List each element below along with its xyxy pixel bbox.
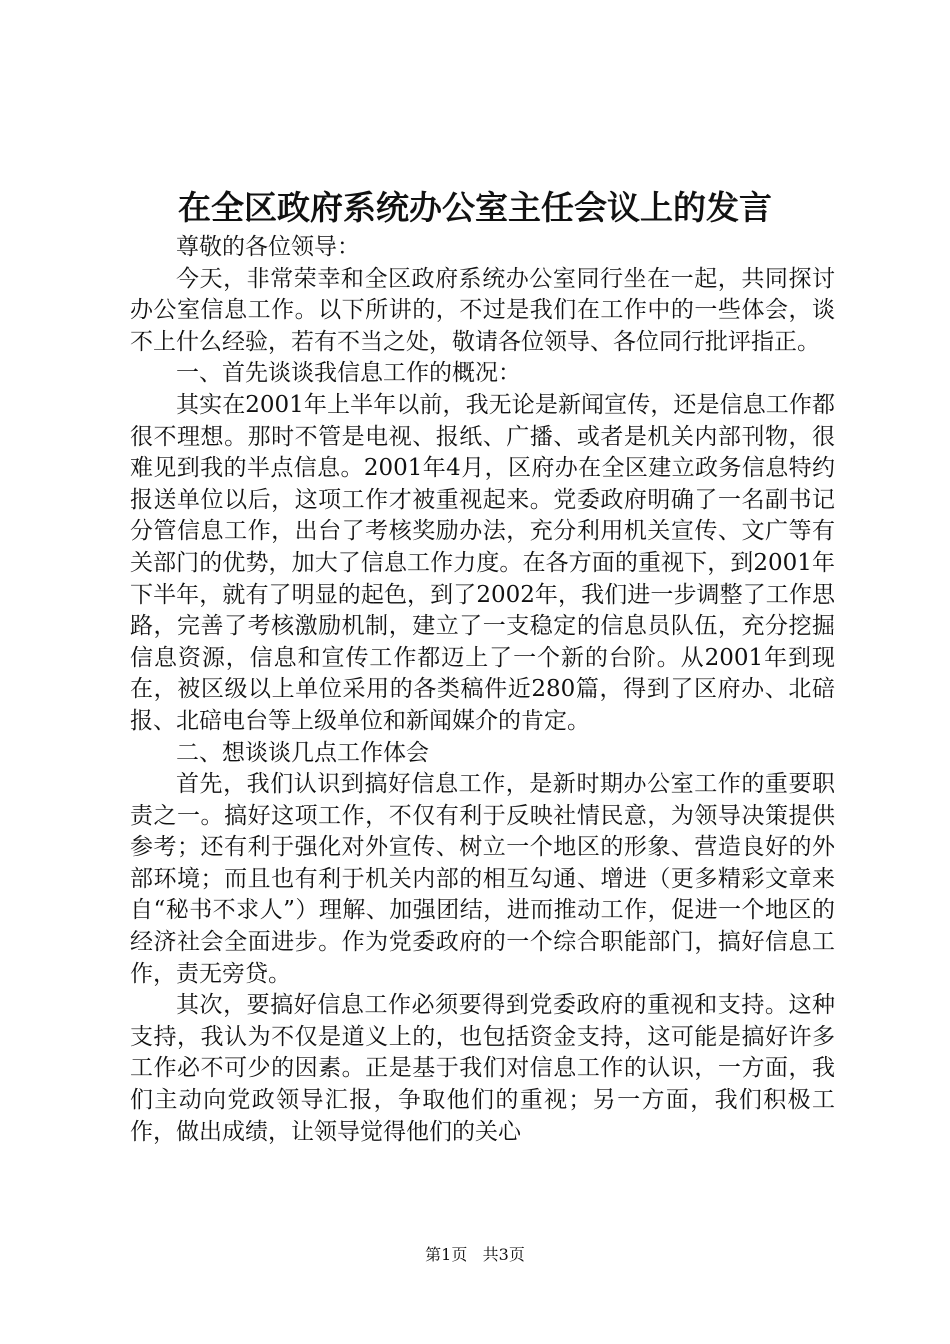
document-title: 在全区政府系统办公室主任会议上的发言 — [178, 188, 772, 227]
page-footer — [0, 1244, 950, 1266]
experience-paragraph-first: 首先，我们认识到搞好信息工作，是新时期办公室工作的重要职责之一。搞好这项工作，不仅有利于反映社情民意，为领导决策提供参考；还有利于强化对外宣传、树立一个地区的形象、营造良好的外部环境；而且也有利于机关内部的相互勾通、增进（更多精彩文章来自“秘书不求人”）理解、加强团结，进而推动工作，促进一个地区的经济社会全面进步。作为党委政府的一个综合职能部门，搞好信息工作，责无旁贷。 — [130, 771, 835, 987]
section-heading-overview: 一、首先谈谈我信息工作的概况： — [176, 360, 521, 387]
overview-paragraph: 其实在2001年上半年以前，我无论是新闻宣传，还是信息工作都很不理想。那时不管是电视、报纸、广播、或者是机关内部刊物，很难见到我的半点信息。2001年4月，区府办在全区建立政务信息特约报送单位以后，这项工作才被重视起来。党委政府明确了一名副书记分管信息工作，出台了考核奖励办法，充分利用机关宣传、文广等有关部门的优势，加大了信息工作力度。在各方面的重视下，到2001年下半年，就有了明显的起色，到了2002年，我们进一步调整了工作思路，完善了考核激励机制，建立了一支稳定的信息员队伍，充分挖掘信息资源，信息和宣传工作都迈上了一个新的台阶。从2001年到现在，被区级以上单位采用的各类稿件近280篇，得到了区府办、北碚报、北碚电台等上级单位和新闻媒介的肯定。 — [130, 391, 835, 734]
intro-paragraph: 今天，非常荣幸和全区政府系统办公室同行坐在一起，共同探讨办公室信息工作。以下所讲的，不过是我们在工作中的一些体会，谈不上什么经验，若有不当之处，敬请各位领导、各位同行批评指正。 — [130, 265, 835, 355]
page-number: 第1页 — [425, 1245, 468, 1264]
experience-paragraph-second: 其次，要搞好信息工作必须要得到党委政府的重视和支持。这种支持，我认为不仅是道义上的，也包括资金支持，这可能是搞好许多工作必不可少的因素。正是基于我们对信息工作的认识，一方面，我们主动向党政领导汇报，争取他们的重视；另一方面，我们积极工作，做出成绩，让领导觉得他们的关心 — [130, 992, 835, 1145]
page-total: 共3页 — [482, 1245, 525, 1264]
salutation-paragraph: 尊敬的各位领导： — [176, 234, 360, 260]
section-heading-experience: 二、想谈谈几点工作体会 — [176, 739, 429, 766]
document-body — [130, 232, 835, 1148]
